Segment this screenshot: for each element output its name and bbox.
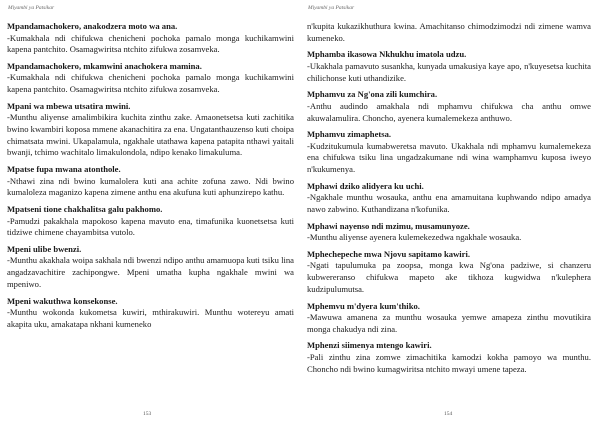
proverb-explanation: -Anthu audindo amakhala ndi mphamvu chifukwa cha anthu omwe akuwalamulira. Choncho, ayenera kumalemekeza anthuwo. — [307, 100, 591, 123]
proverb-heading: Mphawi nayenso ndi mzimu, musamunyoze. — [307, 220, 470, 231]
proverb-explanation: -Nthawi zina ndi bwino kumalolera kuti ana achite zofuna zawo. Ndi bwino kumaloleza maganizo kapena zimene anthu ena akufuna kuti aphunzirepo kathu. — [7, 175, 294, 198]
proverb-entry — [307, 49, 591, 84]
proverb-entry — [307, 301, 591, 336]
page-number-left: 153 — [143, 411, 152, 417]
proverb-explanation: -Pamudzi pakakhala mapokoso kapena mavuto ena, timafunika kuonetsetsa kuti tidziwe chimene chayambitsa vutolo. — [7, 215, 294, 238]
proverb-explanation: -Munthu aliyense amalimbikira kuchita zinthu zake. Amaonetsetsa kuti zachitika bwino kwambiri koposa mmene akanachitira za ena. Ungatanthauzenso kuti choipa chimatsata mwini. Ukapalamula, ngakhale utathawa kapena patapita nthawi yaitali bwanji, tchimo wachitalo limakulondola, ndipo kenako limakuluma. — [7, 112, 294, 158]
proverb-entry — [7, 101, 294, 159]
proverb-explanation: -Munthu akakhala woipa sakhala ndi bwenzi ndipo anthu amamuopa kuti tsiku lina angadzavachitire zachipongwe. Mpeni umatha kupha ngakhale mwini wa mpeniwo. — [7, 255, 294, 289]
proverb-heading: Mphenzi siimenya mtengo kawiri. — [307, 340, 432, 351]
proverb-entry — [307, 129, 591, 176]
proverb-entry — [7, 21, 294, 56]
proverb-explanation: -Kumakhala ndi chifukwa chenicheni pochoka pamalo monga kuchikamwini kapena pantchito. Osamagwiritsa ntchito zifukwa zosamveka. — [7, 32, 294, 55]
proverb-heading: Mphemvu m'dyera kum'thiko. — [307, 300, 420, 311]
proverb-explanation: -Mawuwa amanena za munthu wosauka yemwe amapeza zinthu movutikira monga chakudya ndi zina. — [307, 312, 591, 334]
proverb-entry — [307, 340, 591, 375]
proverb-explanation: -Ukakhala pamavuto susankha, kunyada umakusiya kaye apo, n'kuyesetsa kuchita chilichonse kuti uthandizike. — [307, 60, 591, 83]
proverb-explanation: -Ngati tapulumuka pa zoopsa, monga kwa Ng'ona padziwe, si chanzeru kubwereranso chifukwa mapeto ake tikhoza kugwidwa n'kulephera kudzipulumutsa. — [307, 260, 591, 294]
proverb-heading: Mpandamachokero, mkamwini anachokera mamina. — [7, 60, 202, 71]
proverb-heading: Mpeni ulibe bwenzi. — [7, 243, 82, 254]
proverb-heading: Mpatseni tione chakhalitsa galu pakhomo. — [7, 204, 163, 215]
page-number-right: 154 — [444, 411, 453, 417]
proverb-entry — [7, 204, 294, 239]
proverb-explanation: -Munthu aliyense ayenera kulemekezedwa ngakhale wosauka. — [307, 232, 522, 243]
proverb-entry — [7, 61, 294, 96]
proverb-heading: Mpandamachokero, anakodzera moto wa ana. — [7, 21, 178, 31]
proverb-explanation: -Pali zinthu zina zomwe zimachitika kamodzi kokha pamoyo wa munthu. Choncho ndi bwino kumagwiritsa ntchito mwayi umene tapeza. — [307, 351, 591, 374]
proverb-explanation-continued: n'kupita kukazikhuthura kwina. Amachitanso chimodzimodzi ndi zimene wamva kumeneko. — [307, 21, 591, 43]
proverb-heading: Mphawi dziko alidyera ku uchi. — [307, 180, 424, 191]
proverb-entry — [307, 249, 591, 296]
proverb-heading: Mphamba ikasowa Nkhukhu imatola udzu. — [307, 49, 467, 60]
running-head-right: Miyambi ya Patsikar — [308, 5, 355, 11]
proverb-entry — [7, 244, 294, 291]
proverb-entry — [307, 89, 591, 124]
continued-text — [307, 21, 591, 44]
right-page — [300, 0, 600, 424]
proverb-heading: Mpatse fupa mwana atonthole. — [7, 164, 121, 175]
proverb-explanation: -Munthu wokonda kukometsa kuwiri, mthirakuwiri. Munthu wotereyu amati akapita uku, amakatapa nkhani kumeneko — [7, 307, 294, 329]
running-head-left: Miyambi ya Patsikar — [8, 5, 55, 11]
proverb-explanation: -Kumakhala ndi chifukwa chenicheni pochoka pamalo monga kuchikamwini kapena pantchito. Osamagwiritsa ntchito zifukwa zosamveka. — [7, 72, 294, 95]
proverb-entry — [7, 296, 294, 331]
proverb-entry — [307, 181, 591, 216]
proverb-heading: Mphechepeche mwa Njovu sapitamo kawiri. — [307, 248, 471, 259]
proverb-heading: Mphamvu zimaphetsa. — [307, 129, 392, 140]
proverb-heading: Mpeni wakuthwa konsekonse. — [7, 295, 118, 306]
proverb-heading: Mpani wa mbewa utsatira mwini. — [7, 100, 131, 111]
proverb-entry — [7, 164, 294, 199]
left-page-content — [7, 21, 294, 335]
right-page-content — [307, 21, 591, 380]
proverb-entry — [307, 221, 591, 244]
proverb-heading: Mphamvu za Ng'ona zili kumchira. — [307, 89, 438, 100]
proverb-explanation: -Ngakhale munthu wosauka, anthu ena amamuitana kuphwando ndipo amadya nawo zabwino. Kuthandizana n'kofunika. — [307, 192, 591, 215]
proverb-explanation: -Kudzitukumula kumabweretsa mavuto. Ukakhala ndi mphamvu kumalemekeza ena chifukwa tsiku lina ungadzakumane ndi wina wamphamvu kuposa iweyo n'kukumenya. — [307, 140, 591, 175]
